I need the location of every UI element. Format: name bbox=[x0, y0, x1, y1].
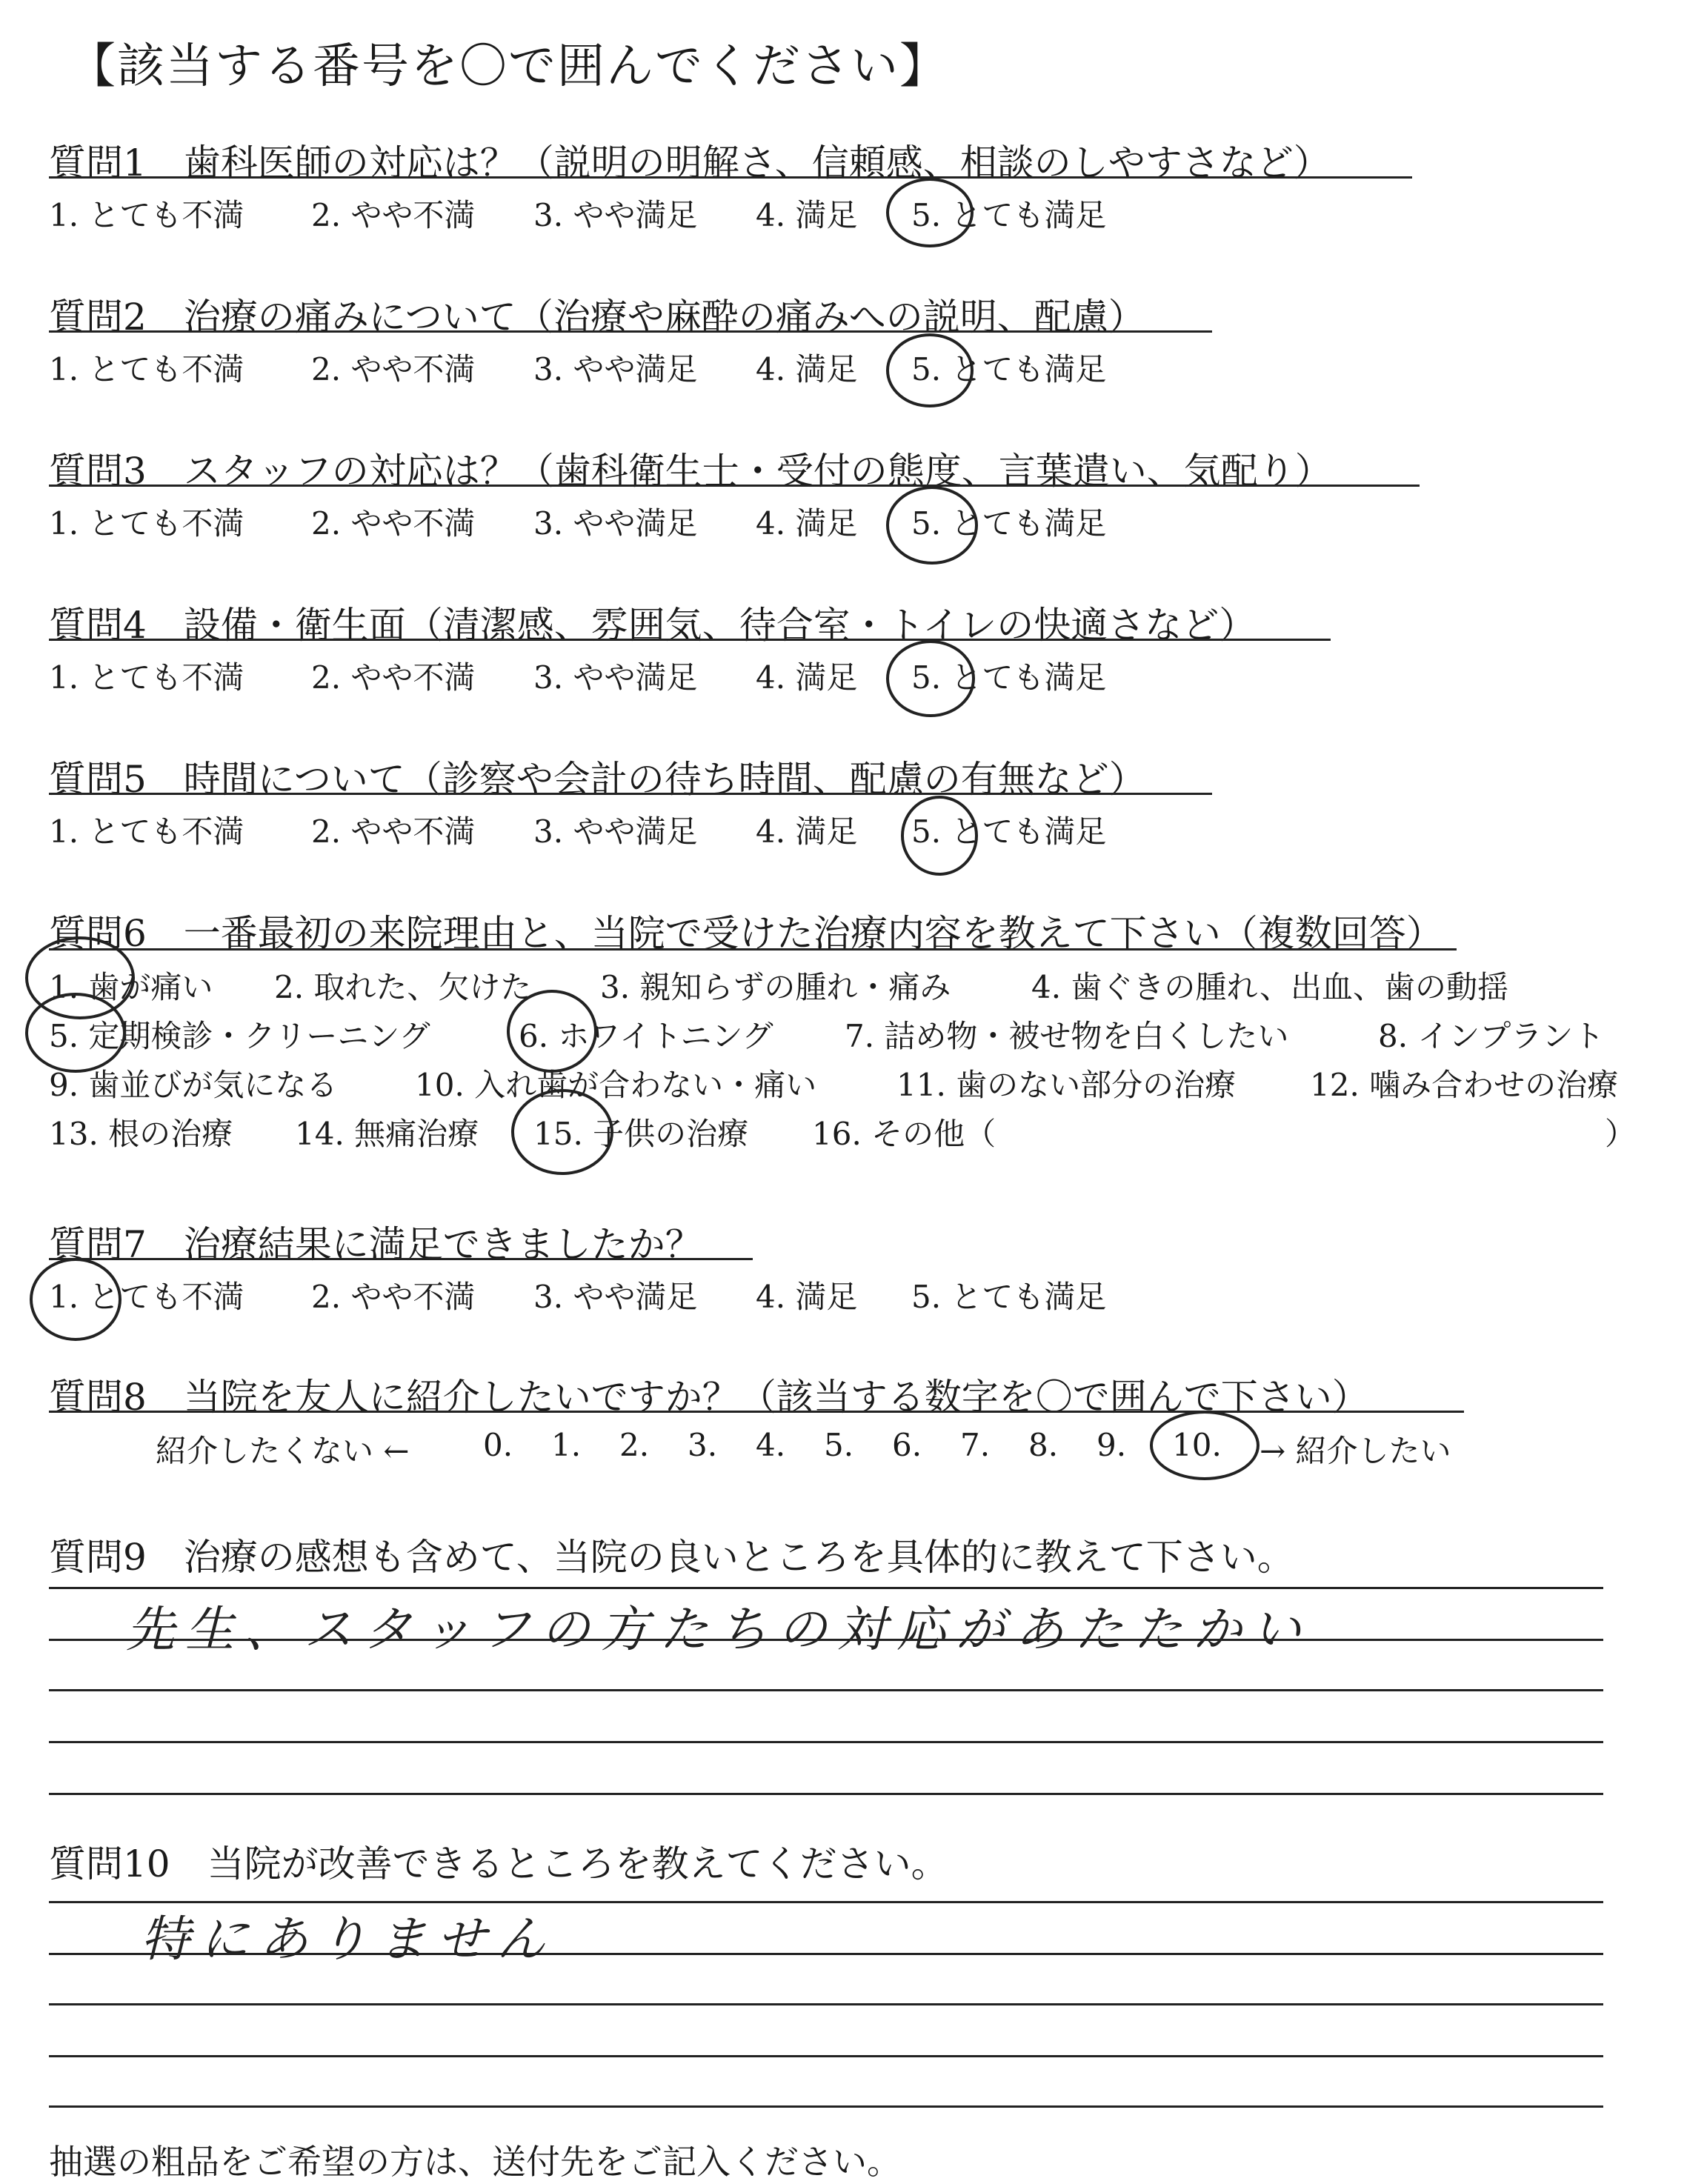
q3-opt-1[interactable]: 1. とても不満 bbox=[49, 505, 244, 542]
q8-scale-4[interactable]: 4. bbox=[756, 1427, 786, 1463]
q6-opt-14[interactable]: 14. 無痛治療 bbox=[295, 1116, 479, 1152]
q1-opt-1[interactable]: 1. とても不満 bbox=[49, 197, 244, 233]
q6-opt-7[interactable]: 7. 詰め物・被せ物を白くしたい bbox=[845, 1018, 1289, 1054]
q6-opt-5[interactable]: 5. 定期検診・クリーニング bbox=[49, 1018, 430, 1054]
q2-opt-3[interactable]: 3. やや満足 bbox=[533, 351, 698, 387]
q7-opt-4[interactable]: 4. 満足 bbox=[756, 1279, 858, 1315]
q6-opt-4[interactable]: 4. 歯ぐきの腫れ、出血、歯の動揺 bbox=[1031, 969, 1508, 1005]
q9-answer-line-1 bbox=[49, 1587, 1603, 1589]
q8-heading: 質問8 当院を友人に紹介したいですか？（該当する数字を〇で囲んで下さい） bbox=[49, 1376, 1369, 1419]
q3-heading: 質問3 スタッフの対応は？（歯科衛生士・受付の態度、言葉遣い、気配り） bbox=[49, 450, 1332, 493]
q1-heading: 質問1 歯科医師の対応は？（説明の明解さ、信頼感、相談のしやすさなど） bbox=[49, 142, 1331, 184]
q4-underline bbox=[49, 639, 1331, 641]
q6-opt-16[interactable]: 16. その他（ bbox=[812, 1116, 996, 1152]
q1-opt-2[interactable]: 2. やや不満 bbox=[311, 197, 476, 233]
q5-selection-circle bbox=[901, 796, 978, 876]
q1-opt-4[interactable]: 4. 満足 bbox=[756, 197, 858, 233]
q5-opt-3[interactable]: 3. やや満足 bbox=[533, 813, 698, 850]
q10-heading: 質問10 当院が改善できるところを教えてください。 bbox=[49, 1842, 948, 1885]
q1-opt-5[interactable]: 5. とても満足 bbox=[911, 197, 1107, 233]
q2-opt-2[interactable]: 2. やや不満 bbox=[311, 351, 476, 387]
q6-opt-11[interactable]: 11. 歯のない部分の治療 bbox=[896, 1067, 1237, 1103]
q9-heading: 質問9 治療の感想も含めて、当院の良いところを具体的に教えて下さい。 bbox=[49, 1536, 1294, 1579]
q10-answer-line-2 bbox=[49, 1953, 1603, 1955]
q9-answer-line-3 bbox=[49, 1689, 1603, 1691]
q7-heading: 質問7 治療結果に満足できましたか？ bbox=[49, 1223, 702, 1266]
q3-opt-3[interactable]: 3. やや満足 bbox=[533, 505, 698, 542]
q6-opt-10[interactable]: 10. 入れ歯が合わない・痛い bbox=[415, 1067, 817, 1103]
q4-selection-circle bbox=[886, 640, 975, 717]
q6-underline bbox=[49, 948, 1457, 950]
q6-opt-9[interactable]: 9. 歯並びが気になる bbox=[49, 1067, 338, 1103]
q4-opt-5[interactable]: 5. とても満足 bbox=[911, 659, 1107, 696]
q8-scale-8[interactable]: 8. bbox=[1028, 1427, 1059, 1463]
q2-underline bbox=[49, 330, 1212, 333]
q6-opt-2[interactable]: 2. 取れた、欠けた bbox=[274, 969, 532, 1005]
q6-opt-8[interactable]: 8. インプラント bbox=[1378, 1018, 1605, 1054]
q9-answer-line-4 bbox=[49, 1741, 1603, 1743]
q6-selection-circle-15 bbox=[511, 1089, 613, 1175]
q9-handwritten-answer: 先生、スタッフの方たちの対応があたたかい bbox=[126, 1601, 1311, 1658]
q6-opt-1[interactable]: 1. 歯が痛い bbox=[49, 969, 213, 1005]
q10-handwritten-answer: 特にありません bbox=[141, 1911, 556, 1968]
q8-scale-3[interactable]: 3. bbox=[688, 1427, 718, 1463]
q6-opt-6[interactable]: 6. ホワイトニング bbox=[519, 1018, 773, 1054]
q6-opt-15[interactable]: 15. 子供の治療 bbox=[533, 1116, 749, 1152]
q8-scale-10[interactable]: 10. bbox=[1172, 1427, 1222, 1463]
q8-scale-1[interactable]: 1. bbox=[551, 1427, 582, 1463]
q4-opt-4[interactable]: 4. 満足 bbox=[756, 659, 858, 696]
q1-opt-3[interactable]: 3. やや満足 bbox=[533, 197, 698, 233]
q6-other-close: ） bbox=[1605, 1116, 1637, 1152]
q8-scale-7[interactable]: 7. bbox=[960, 1427, 991, 1463]
q8-scale-5[interactable]: 5. bbox=[824, 1427, 854, 1463]
q4-opt-1[interactable]: 1. とても不満 bbox=[49, 659, 244, 696]
q10-answer-line-3 bbox=[49, 2003, 1603, 2005]
q8-scale-2[interactable]: 2. bbox=[619, 1427, 650, 1463]
q4-heading: 質問4 設備・衛生面（清潔感、雰囲気、待合室・トイレの快適さなど） bbox=[49, 604, 1257, 647]
q3-opt-2[interactable]: 2. やや不満 bbox=[311, 505, 476, 542]
q9-answer-line-5 bbox=[49, 1793, 1603, 1795]
q6-heading: 質問6 一番最初の来院理由と、当院で受けた治療内容を教えて下さい（複数回答） bbox=[49, 912, 1443, 955]
q8-scale-0[interactable]: 0. bbox=[483, 1427, 513, 1463]
q5-opt-5[interactable]: 5. とても満足 bbox=[911, 813, 1107, 850]
q2-opt-1[interactable]: 1. とても不満 bbox=[49, 351, 244, 387]
q1-selection-circle bbox=[886, 178, 974, 247]
q8-right-label: → 紹介したい bbox=[1260, 1433, 1451, 1469]
q7-opt-2[interactable]: 2. やや不満 bbox=[311, 1279, 476, 1315]
q8-scale-9[interactable]: 9. bbox=[1097, 1427, 1127, 1463]
q5-opt-4[interactable]: 4. 満足 bbox=[756, 813, 858, 850]
q2-selection-circle bbox=[886, 333, 974, 407]
q7-opt-3[interactable]: 3. やや満足 bbox=[533, 1279, 698, 1315]
q3-opt-4[interactable]: 4. 満足 bbox=[756, 505, 858, 542]
q7-opt-1[interactable]: 1. とても不満 bbox=[49, 1279, 244, 1315]
q2-opt-5[interactable]: 5. とても満足 bbox=[911, 351, 1107, 387]
q10-answer-line-5 bbox=[49, 2105, 1603, 2108]
q7-underline bbox=[49, 1258, 753, 1260]
q6-opt-12[interactable]: 12. 噛み合わせの治療 bbox=[1310, 1067, 1619, 1103]
q3-underline bbox=[49, 485, 1420, 487]
q5-opt-1[interactable]: 1. とても不満 bbox=[49, 813, 244, 850]
q5-underline bbox=[49, 793, 1212, 795]
q2-heading: 質問2 治療の痛みについて（治療や麻酔の痛みへの説明、配慮） bbox=[49, 296, 1145, 339]
q6-opt-3[interactable]: 3. 親知らずの腫れ・痛み bbox=[600, 969, 951, 1005]
q5-heading: 質問5 時間について（診察や会計の待ち時間、配慮の有無など） bbox=[49, 758, 1146, 801]
q1-underline bbox=[49, 176, 1412, 179]
q4-opt-2[interactable]: 2. やや不満 bbox=[311, 659, 476, 696]
q8-selection-circle bbox=[1150, 1411, 1260, 1480]
q5-opt-2[interactable]: 2. やや不満 bbox=[311, 813, 476, 850]
q9-answer-line-2 bbox=[49, 1639, 1603, 1641]
q8-scale-6[interactable]: 6. bbox=[892, 1427, 922, 1463]
q3-opt-5[interactable]: 5. とても満足 bbox=[911, 505, 1107, 542]
q6-selection-circle-6 bbox=[507, 990, 597, 1073]
q3-selection-circle bbox=[886, 486, 978, 565]
q6-opt-13[interactable]: 13. 根の治療 bbox=[49, 1116, 233, 1152]
q4-opt-3[interactable]: 3. やや満足 bbox=[533, 659, 698, 696]
footer-note: 抽選の粗品をご希望の方は、送付先をご記入ください。 bbox=[49, 2142, 901, 2182]
q8-left-label: 紹介したくない ← bbox=[156, 1433, 410, 1469]
q8-underline bbox=[49, 1411, 1464, 1413]
q6-selection-circle-5 bbox=[25, 993, 126, 1073]
q7-selection-circle bbox=[30, 1258, 122, 1341]
q7-opt-5[interactable]: 5. とても満足 bbox=[911, 1279, 1107, 1315]
q2-opt-4[interactable]: 4. 満足 bbox=[756, 351, 858, 387]
q10-answer-line-4 bbox=[49, 2055, 1603, 2057]
page-title: 【該当する番号を〇で囲んでください】 bbox=[68, 39, 948, 94]
